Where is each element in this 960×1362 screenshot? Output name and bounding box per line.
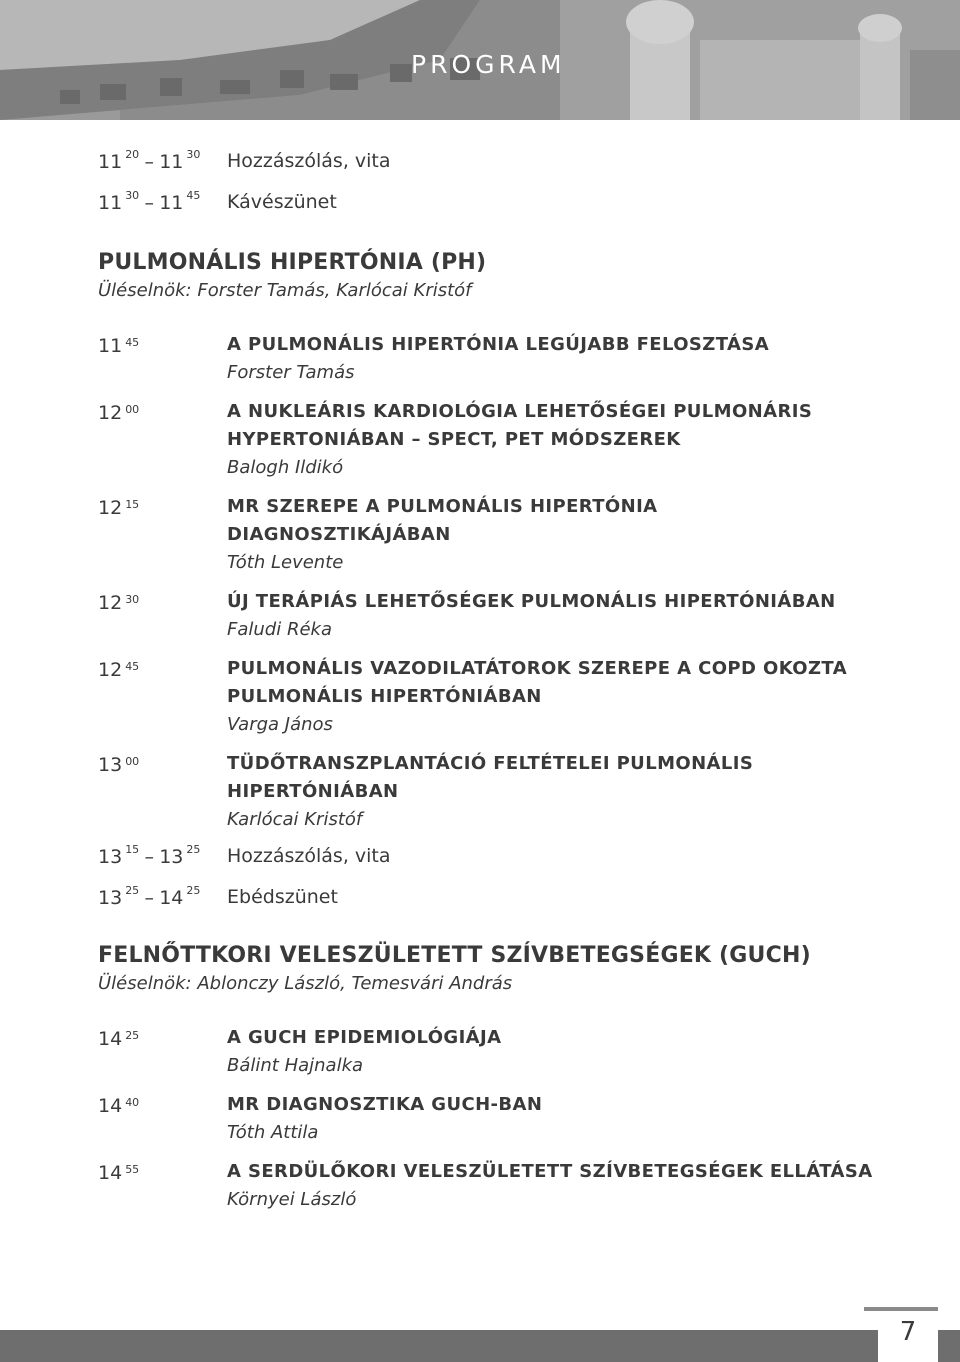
section-chairs: Üléselnök: Forster Tamás, Karlócai Kristóf [98, 280, 472, 301]
schedule-row [98, 150, 878, 191]
talk-row [98, 1091, 878, 1146]
talk-title: MR DIAGNOSZTIKA GUCH-BAN [227, 1094, 543, 1115]
talk-row [98, 750, 878, 833]
header-photo-band [0, 0, 960, 120]
talk-title: A NUKLEÁRIS KARDIOLÓGIA LEHETŐSÉGEI PULMONÁRIS HYPERTONIÁBAN – SPECT, PET MÓDSZEREK [227, 401, 813, 450]
talk-speaker: Balogh Ildikó [227, 457, 344, 478]
talk-time: 14 $^{40}$ [98, 1095, 140, 1117]
talk-time: 13 $^{00}$ [98, 754, 140, 776]
section-title: FELNŐTTKORI VELESZÜLETETT SZÍVBETEGSÉGEK (GUCH) [98, 943, 811, 968]
time-range: 11 $^{20}$ – 11 $^{30}$ [98, 148, 201, 173]
talk-row [98, 331, 878, 386]
section-title: PULMONÁLIS HIPERTÓNIA (PH) [98, 250, 487, 275]
schedule-row [98, 845, 878, 886]
talk-time: 12 $^{30}$ [98, 592, 140, 614]
talk-title: A GUCH EPIDEMIOLÓGIÁJA [227, 1027, 502, 1048]
time-range: 13 $^{15}$ – 13 $^{25}$ [98, 843, 201, 868]
talk-row [98, 1024, 878, 1079]
talk-title: ÚJ TERÁPIÁS LEHETŐSÉGEK PULMONÁLIS HIPERTÓNIÁBAN [227, 591, 836, 612]
schedule-item-text: Hozzászólás, vita [227, 845, 391, 867]
talk-time: 14 $^{55}$ [98, 1162, 140, 1184]
talk-speaker: Környei László [227, 1189, 357, 1210]
section-chairs: Üléselnök: Ablonczy László, Temesvári András [98, 973, 513, 994]
talk-title: PULMONÁLIS VAZODILATÁTOROK SZEREPE A COPD OKOZTA PULMONÁLIS HIPERTÓNIÁBAN [227, 658, 848, 707]
talk-time: 14 $^{25}$ [98, 1028, 140, 1050]
talk-speaker: Forster Tamás [227, 362, 355, 383]
talk-row [98, 588, 878, 643]
schedule-row [98, 191, 878, 249]
section-heading [98, 942, 878, 998]
talk-time: 12 $^{45}$ [98, 659, 140, 681]
talk-row [98, 1158, 878, 1213]
talk-speaker: Bálint Hajnalka [227, 1055, 364, 1076]
page-header-title: PROGRAM [411, 50, 566, 79]
talk-speaker: Tóth Levente [227, 552, 344, 573]
talk-time: 12 $^{00}$ [98, 402, 140, 424]
talk-speaker: Tóth Attila [227, 1122, 319, 1143]
program-content [98, 150, 878, 1225]
talk-title: A PULMONÁLIS HIPERTÓNIA LEGÚJABB FELOSZTÁSA [227, 334, 770, 355]
time-range: 11 $^{30}$ – 11 $^{45}$ [98, 189, 201, 214]
schedule-row [98, 886, 878, 942]
time-range: 13 $^{25}$ – 14 $^{25}$ [98, 884, 201, 909]
schedule-item-text: Ebédszünet [227, 886, 338, 908]
footer-band [0, 1330, 960, 1362]
talk-row [98, 398, 878, 481]
talk-title: MR SZEREPE A PULMONÁLIS HIPERTÓNIA DIAGNOSZTIKÁJÁBAN [227, 496, 658, 545]
talk-speaker: Varga János [227, 714, 333, 735]
talk-time: 11 $^{45}$ [98, 335, 140, 357]
schedule-item-text: Hozzászólás, vita [227, 150, 391, 172]
page-number-box [878, 1307, 938, 1362]
page-number: 7 [899, 1317, 917, 1347]
schedule-item-text: Kávészünet [227, 191, 337, 213]
talk-speaker: Faludi Réka [227, 619, 332, 640]
talk-row [98, 655, 878, 738]
talk-time: 12 $^{15}$ [98, 497, 140, 519]
talk-speaker: Karlócai Kristóf [227, 809, 363, 830]
section-heading [98, 249, 878, 305]
talk-row [98, 493, 878, 576]
talk-title: TÜDŐTRANSZPLANTÁCIÓ FELTÉTELEI PULMONÁLIS HIPERTÓNIÁBAN [227, 753, 754, 802]
talk-title: A SERDÜLŐKORI VELESZÜLETETT SZÍVBETEGSÉGEK ELLÁTÁSA [227, 1161, 873, 1182]
